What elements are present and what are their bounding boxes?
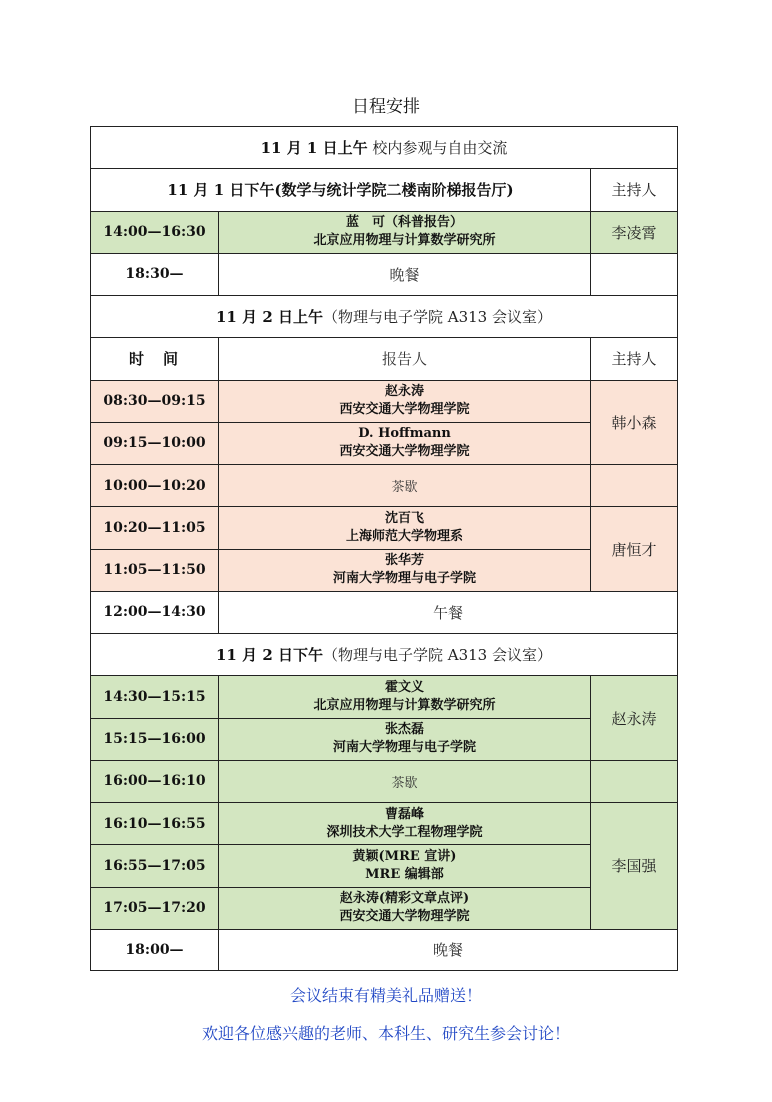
column-header-row — [91, 338, 678, 380]
meal-cell: 晚餐 — [219, 929, 678, 970]
time-cell: 14:30—15:15 — [91, 676, 219, 718]
table-row — [91, 253, 678, 295]
speaker-affiliation: 深圳技术大学工程物理学院 — [326, 824, 483, 840]
speaker-name: 霍文义 — [384, 679, 424, 695]
table-row — [91, 211, 678, 253]
table-row — [91, 591, 678, 633]
section-header-d1-pm — [91, 169, 678, 211]
talk-cell — [219, 380, 591, 422]
talk-cell — [219, 507, 591, 549]
time-cell: 12:00—14:30 — [91, 591, 219, 633]
host-cell — [591, 253, 678, 295]
talk-cell — [219, 803, 591, 845]
time-cell: 11:05—11:50 — [91, 549, 219, 591]
time-cell: 16:00—16:10 — [91, 760, 219, 802]
speaker-affiliation: MRE 编辑部 — [365, 866, 444, 882]
talk-cell — [219, 676, 591, 718]
talk-cell — [219, 845, 591, 887]
time-cell: 16:55—17:05 — [91, 845, 219, 887]
speaker-affiliation: 上海师范大学物理系 — [345, 528, 463, 544]
talk-cell — [219, 718, 591, 760]
table-row — [91, 422, 678, 464]
table-row — [91, 845, 678, 887]
talk-cell — [219, 887, 591, 929]
table-row — [91, 929, 678, 970]
footer-welcome-note: 欢迎各位感兴趣的老师、本科生、研究生参会讨论！ — [201, 1024, 570, 1043]
table-row — [91, 887, 678, 929]
host-cell — [591, 465, 678, 507]
meal-cell: 午餐 — [219, 591, 678, 633]
host-cell — [591, 760, 678, 802]
table-row — [91, 549, 678, 591]
table-row — [91, 465, 678, 507]
time-cell: 16:10—16:55 — [91, 803, 219, 845]
speaker-column-header: 报告人 — [219, 338, 591, 380]
speaker-affiliation: 河南大学物理与电子学院 — [332, 740, 476, 756]
host-column-header: 主持人 — [591, 338, 678, 380]
section-header-d2-am — [91, 296, 678, 338]
speaker-name: 张华芳 — [384, 553, 424, 569]
speaker-name: 黄颖(MRE 宣讲) — [352, 848, 457, 864]
break-cell: 茶歇 — [219, 760, 591, 802]
section-date: 11 月 1 日下午 — [167, 181, 275, 200]
host-cell: 韩小森 — [591, 380, 678, 465]
speaker-name: 赵永涛 — [384, 384, 424, 400]
time-cell: 18:30— — [91, 253, 219, 295]
schedule-table — [90, 126, 678, 971]
time-cell: 09:15—10:00 — [91, 422, 219, 464]
table-row — [91, 676, 678, 718]
host-header: 主持人 — [591, 169, 678, 211]
page-title: 日程安排 — [352, 97, 420, 117]
section-header-d1-am — [91, 127, 678, 169]
talk-cell — [219, 211, 591, 253]
speaker-affiliation: 河南大学物理与电子学院 — [332, 571, 476, 587]
footer-gift-note: 会议结束有精美礼品赠送！ — [289, 986, 482, 1005]
time-column-header: 时 间 — [91, 338, 219, 380]
section-date: 11 月 2 日上午 — [216, 308, 323, 327]
table-row — [91, 380, 678, 422]
speaker-name: 蓝 可（科普报告） — [345, 215, 463, 231]
section-date: 11 月 2 日下午 — [216, 646, 323, 665]
time-cell: 15:15—16:00 — [91, 718, 219, 760]
speaker-affiliation: 北京应用物理与计算数学研究所 — [313, 697, 496, 713]
section-date: 11 月 1 日上午 — [260, 139, 368, 158]
time-cell: 18:00— — [91, 929, 219, 970]
speaker-name: D. Hoffmann — [358, 426, 451, 442]
table-row — [91, 760, 678, 802]
table-row — [91, 803, 678, 845]
speaker-affiliation: 北京应用物理与计算数学研究所 — [313, 233, 496, 249]
time-cell: 08:30—09:15 — [91, 380, 219, 422]
host-cell: 李国强 — [591, 803, 678, 930]
host-cell: 赵永涛 — [591, 676, 678, 761]
talk-cell — [219, 422, 591, 464]
section-header-d2-pm — [91, 634, 678, 676]
time-cell: 17:05—17:20 — [91, 887, 219, 929]
section-note: 校内参观与自由交流 — [372, 139, 508, 158]
speaker-name: 曹磊峰 — [384, 806, 424, 822]
section-note: （物理与电子学院 A313 会议室） — [322, 308, 552, 327]
speaker-name: 沈百飞 — [384, 510, 424, 526]
time-cell: 10:00—10:20 — [91, 465, 219, 507]
speaker-name: 张杰磊 — [384, 722, 424, 738]
speaker-affiliation: 西安交通大学物理学院 — [339, 444, 470, 460]
section-note: (数学与统计学院二楼南阶梯报告厅) — [274, 181, 514, 200]
break-cell: 茶歇 — [219, 465, 591, 507]
meal-cell: 晚餐 — [219, 253, 591, 295]
speaker-name: 赵永涛(精彩文章点评) — [339, 891, 470, 907]
speaker-affiliation: 西安交通大学物理学院 — [339, 909, 470, 925]
speaker-affiliation: 西安交通大学物理学院 — [339, 402, 470, 418]
time-cell: 10:20—11:05 — [91, 507, 219, 549]
talk-cell — [219, 549, 591, 591]
host-cell: 李凌霄 — [591, 211, 678, 253]
table-row — [91, 718, 678, 760]
time-cell: 14:00—16:30 — [91, 211, 219, 253]
table-row — [91, 507, 678, 549]
host-cell: 唐恒才 — [591, 507, 678, 592]
section-note: （物理与电子学院 A313 会议室） — [322, 646, 552, 665]
